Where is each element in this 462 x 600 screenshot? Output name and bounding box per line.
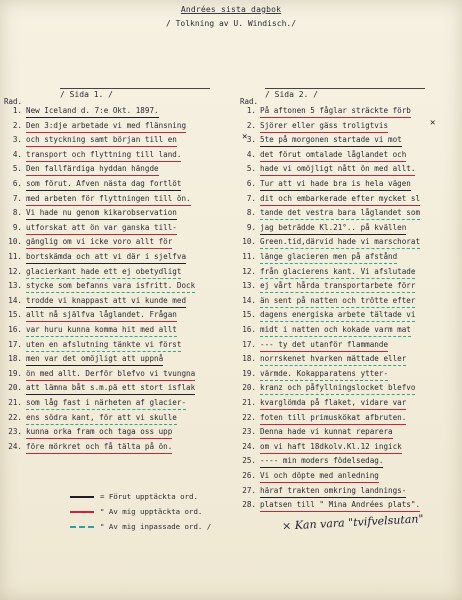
- line-text: Vi hade nu genom kikarobservation: [26, 207, 177, 220]
- document-title: Andrées sista dagbok: [180, 5, 282, 14]
- text-line: [4, 309, 177, 323]
- line-text: men var det omöjligt att uppnå: [26, 353, 163, 366]
- line-text: värmde. Kokapparatens ytter-: [260, 368, 388, 381]
- line-text: Tur att vi hade bra is hela vägen: [260, 178, 411, 191]
- line-text: norrskenet hvarken mättade eller: [260, 353, 406, 366]
- line-number: 1.: [12, 106, 22, 115]
- line-text: häraf trakten omkring landnings-: [260, 485, 406, 498]
- line-text: kvarglömda på flaket, vidare var: [260, 397, 406, 410]
- line-number: 24.: [8, 441, 22, 451]
- line-text: än sent på natten och trötte efter: [260, 295, 415, 308]
- line-number: 20.: [242, 383, 256, 393]
- text-line: [4, 397, 186, 411]
- text-line: [4, 178, 181, 192]
- line-text: om vi haft 18dkolv.Kl.12 ingick: [260, 441, 402, 454]
- line-text: Den 3:dje arbetade vi med flänsning: [26, 120, 186, 133]
- line-text: platsen till " Mina Andrées plats".: [260, 499, 420, 512]
- line-number: 22.: [8, 412, 22, 422]
- line-text: kranz och påfyllningslocket blefvo: [260, 382, 415, 395]
- line-text: New Iceland d. 7:e Okt. 1897.: [26, 105, 159, 118]
- text-line: [238, 470, 379, 484]
- line-text: dit och embarkerade efter mycket sl: [260, 193, 420, 206]
- text-line: [4, 222, 177, 236]
- line-text: trodde vi knappast att vi kunde med: [26, 295, 186, 308]
- line-text: foten till primuskökat afbruten.: [260, 412, 406, 425]
- text-line: [4, 324, 177, 338]
- text-line: [238, 178, 411, 192]
- rad-label-right: Rad.: [240, 97, 259, 106]
- cross-mark-icon: ✕: [430, 118, 436, 128]
- line-text: som förut. Afven nästa dag fortlöt: [26, 178, 181, 191]
- line-text: allt nå själfva låglandet. Frågan: [26, 309, 177, 322]
- line-text: länge glacieren men på afstånd: [260, 251, 397, 264]
- line-number: 21.: [242, 398, 256, 407]
- line-text: midt i natten och kokade varm mat: [260, 324, 411, 337]
- line-text: Den fallfärdiga hyddan hängde: [26, 163, 159, 176]
- text-line: [4, 207, 177, 221]
- handwritten-note: × Kan vara "tvifvelsutan": [281, 512, 424, 533]
- line-text: --- ty det utanför flammande: [260, 339, 388, 352]
- cross-mark-icon: ✕: [242, 132, 248, 142]
- line-text: På aftonen 5 fåglar sträckte förb: [260, 105, 411, 118]
- line-text: som låg fast i närheten af glacier-: [26, 397, 186, 410]
- text-line: [238, 280, 415, 294]
- text-line: [238, 499, 420, 513]
- text-line: [238, 222, 406, 236]
- text-line: [4, 251, 186, 265]
- text-line: [4, 368, 195, 382]
- text-line: [238, 309, 415, 323]
- text-line: [238, 324, 411, 338]
- text-line: [4, 280, 195, 294]
- side-2-heading: / Sida 2. /: [265, 88, 425, 99]
- line-number: 3.: [246, 135, 256, 145]
- line-number: 16.: [242, 325, 256, 334]
- text-line: [4, 412, 177, 426]
- line-text: bortskämda och att vi där i sjelfva: [26, 251, 186, 264]
- text-line: [4, 149, 181, 163]
- text-line: [238, 163, 415, 177]
- text-line: [4, 134, 177, 148]
- line-number: 2.: [12, 120, 22, 130]
- line-number: 23.: [242, 427, 256, 437]
- text-line: [238, 207, 420, 221]
- line-text: Denna hade vi kunnat reparera: [260, 426, 393, 439]
- text-line: [238, 455, 383, 469]
- line-text: glacierkant hade ett ej obetydligt: [26, 266, 181, 279]
- line-number: 2.: [246, 120, 256, 130]
- line-text: och styckning samt början till en: [26, 134, 177, 147]
- line-text: ---- min moders födelsedag.: [260, 455, 383, 468]
- line-text: hade vi omöjligt nått ön med allt.: [260, 163, 415, 176]
- line-number: 9.: [246, 222, 256, 232]
- line-number: 21.: [8, 398, 22, 407]
- legend-item-teal: " Av mig inpassade ord. /: [70, 522, 211, 531]
- line-text: 5te på morgonen startade vi mot: [260, 134, 402, 147]
- line-text: ens södra kant, för att vi skulle: [26, 412, 177, 425]
- line-number: 4.: [246, 149, 256, 159]
- line-number: 18.: [242, 354, 256, 364]
- black-line-swatch: [70, 496, 94, 498]
- line-text: före mörkret och få tälta på ön.: [26, 441, 172, 454]
- line-text: var huru kunna komma hit med allt: [26, 324, 177, 337]
- line-text: ön med allt. Derför blefvo vi tvungna: [26, 368, 195, 381]
- line-number: 28.: [242, 500, 256, 510]
- line-number: 5.: [246, 164, 256, 174]
- line-number: 6.: [246, 179, 256, 188]
- line-text: tande det vestra bara låglandet som: [260, 207, 420, 220]
- line-text: Vi och döpte med anledning: [260, 470, 379, 483]
- line-number: 15.: [242, 310, 256, 320]
- text-line: [238, 120, 388, 134]
- line-number: 10.: [8, 237, 22, 247]
- rad-label-left: Rad.: [4, 97, 23, 106]
- line-text: från glacierens kant. Vi afslutade: [260, 266, 415, 279]
- text-line: [4, 193, 191, 207]
- document-subtitle: / Tolkning av U. Windisch./: [165, 19, 297, 28]
- text-line: [4, 295, 186, 309]
- line-number: 9.: [12, 222, 22, 232]
- line-number: 25.: [242, 456, 256, 466]
- line-number: 23.: [8, 427, 22, 437]
- line-number: 14.: [242, 295, 256, 305]
- line-number: 11.: [8, 252, 22, 261]
- line-number: 22.: [242, 412, 256, 422]
- text-line: [4, 163, 159, 177]
- red-line-swatch: [70, 511, 94, 513]
- line-number: 12.: [242, 266, 256, 276]
- text-line: [4, 353, 163, 367]
- line-text: jag beträdde Kl.21°.. på kvällen: [260, 222, 406, 235]
- text-line: [238, 339, 388, 353]
- text-line: [238, 266, 415, 280]
- text-line: [4, 105, 159, 119]
- line-number: 7.: [12, 193, 22, 203]
- text-line: [238, 368, 388, 382]
- line-number: 15.: [8, 310, 22, 320]
- line-text: det förut omtalade låglandet och: [260, 149, 406, 162]
- line-number: 19.: [242, 368, 256, 378]
- line-text: att lämna båt s.m.pä ett stort isflak: [26, 382, 195, 395]
- line-text: uten en afslutning tänkte vi först: [26, 339, 181, 352]
- text-line: [238, 412, 406, 426]
- text-line: [4, 266, 181, 280]
- line-text: med arbeten för flyttningen till ön.: [26, 193, 191, 206]
- line-number: 8.: [12, 208, 22, 218]
- line-number: 17.: [8, 339, 22, 349]
- text-line: [4, 426, 172, 440]
- line-number: 6.: [12, 179, 22, 188]
- side-1-heading: / Sida 1. /: [60, 88, 210, 99]
- line-number: 4.: [12, 149, 22, 159]
- line-number: 5.: [12, 164, 22, 174]
- legend-item-red: " Av mig upptäckta ord.: [70, 507, 202, 516]
- text-line: [238, 382, 415, 396]
- line-text: Green.tid,därvid hade vi marschorat: [260, 236, 420, 249]
- line-number: 10.: [242, 237, 256, 247]
- text-line: [4, 236, 172, 250]
- line-text: stycke som befanns vara isfritt. Dock: [26, 280, 195, 293]
- line-number: 17.: [242, 339, 256, 349]
- teal-line-swatch: [70, 526, 94, 528]
- text-line: [238, 105, 411, 119]
- text-line: [238, 149, 406, 163]
- text-line: [238, 193, 420, 207]
- line-text: utforskat att ön var ganska till-: [26, 222, 177, 235]
- text-line: [238, 397, 406, 411]
- line-text: kunna orka fram och taga oss upp: [26, 426, 172, 439]
- text-line: [4, 382, 195, 396]
- line-number: 24.: [242, 441, 256, 451]
- text-line: [238, 441, 402, 455]
- line-number: 1.: [246, 106, 256, 115]
- line-number: 27.: [242, 485, 256, 495]
- line-number: 13.: [242, 281, 256, 291]
- line-number: 3.: [12, 135, 22, 145]
- text-line: [238, 251, 397, 265]
- text-line: [238, 426, 393, 440]
- line-number: 16.: [8, 325, 22, 334]
- text-line: [238, 236, 420, 250]
- line-number: 8.: [246, 208, 256, 218]
- line-number: 18.: [8, 354, 22, 364]
- legend-item-black: = Förut upptäckta ord.: [70, 492, 198, 501]
- line-text: ej vårt hårda transportarbete förr: [260, 280, 415, 293]
- line-text: gänglig om vi icke voro allt för: [26, 236, 172, 249]
- line-number: 19.: [8, 368, 22, 378]
- line-text: Sjörer eller gäss troligtvis: [260, 120, 388, 133]
- line-number: 26.: [242, 471, 256, 480]
- line-text: transport och flyttning till land.: [26, 149, 181, 162]
- text-line: [238, 134, 402, 148]
- text-line: [4, 441, 172, 455]
- line-number: 7.: [246, 193, 256, 203]
- line-text: dagens energiska arbete tältade vi: [260, 309, 415, 322]
- text-line: [238, 295, 415, 309]
- line-number: 13.: [8, 281, 22, 291]
- line-number: 11.: [242, 252, 256, 261]
- text-line: [4, 120, 186, 134]
- text-line: [4, 339, 181, 353]
- line-number: 12.: [8, 266, 22, 276]
- line-number: 20.: [8, 383, 22, 393]
- text-line: [238, 485, 406, 499]
- line-number: 14.: [8, 295, 22, 305]
- text-line: [238, 353, 406, 367]
